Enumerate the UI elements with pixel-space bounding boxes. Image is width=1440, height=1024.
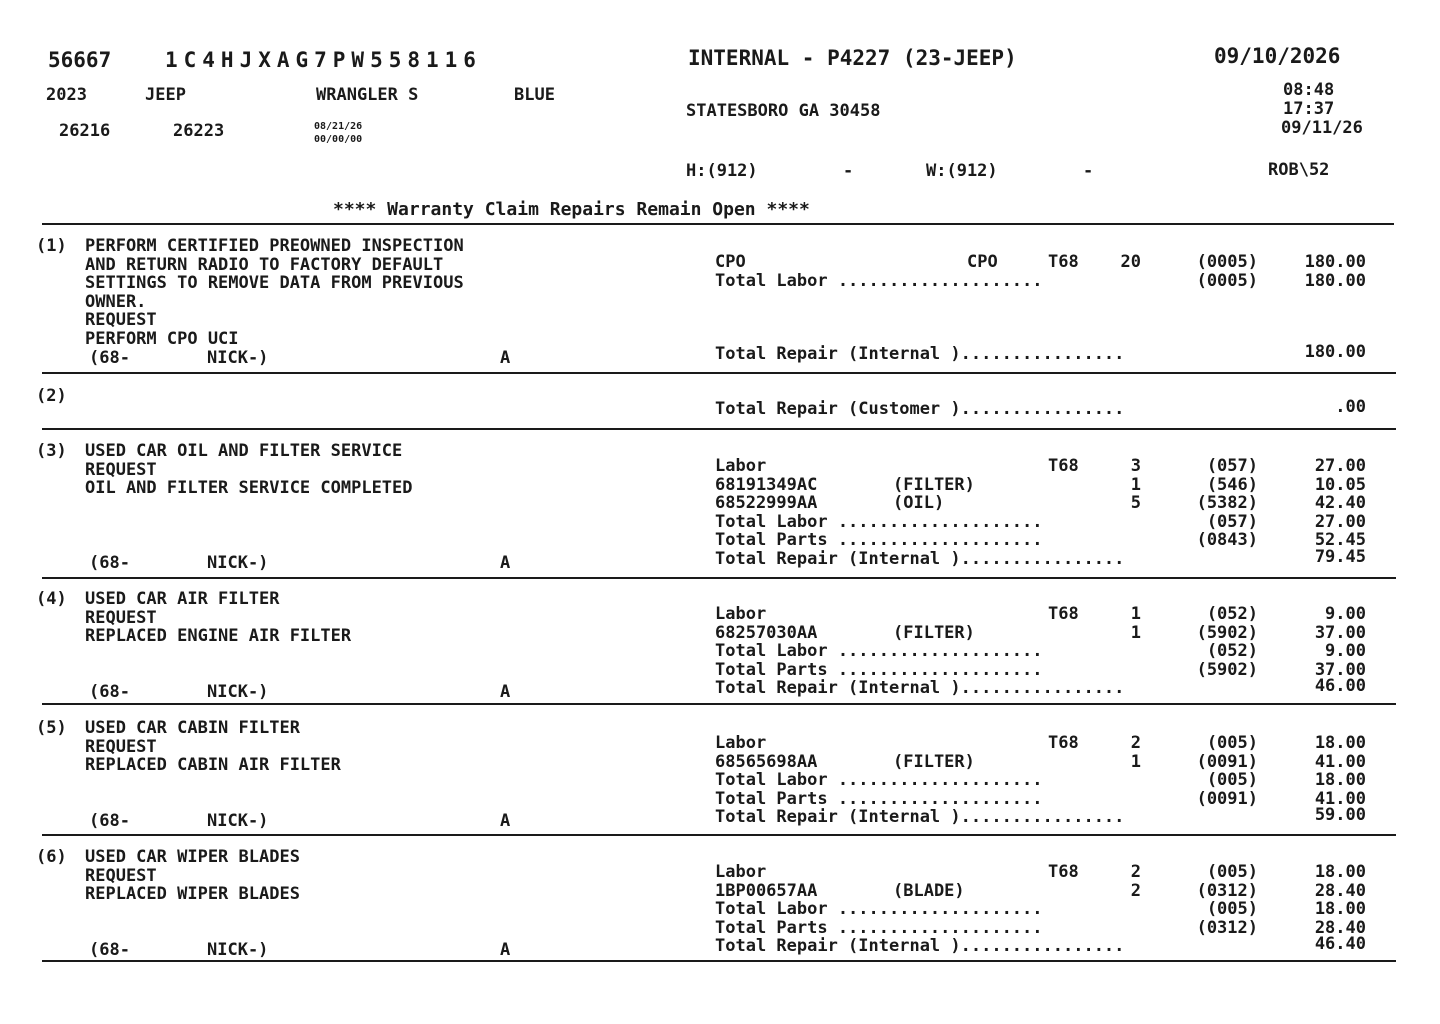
tech-name: NICK-) xyxy=(207,682,269,702)
warranty-banner: **** Warranty Claim Repairs Remain Open **** xyxy=(333,199,810,220)
detail-amount: 27.00 xyxy=(1314,456,1366,476)
detail-code: (052) xyxy=(1206,604,1258,624)
line-number: (1) xyxy=(36,236,67,256)
detail-amount: 27.00 xyxy=(1314,511,1366,532)
detail-quantity: 1 xyxy=(1130,604,1141,624)
description-line: REQUEST xyxy=(85,459,157,480)
total-repair-amount: .00 xyxy=(1335,397,1366,417)
detail-code: (057) xyxy=(1206,456,1258,476)
total-repair-label: Total Repair (Internal )................ xyxy=(715,549,1125,569)
city-line: STATESBORO GA 30458 xyxy=(686,101,881,121)
description-line: USED CAR OIL AND FILTER SERVICE xyxy=(85,441,403,461)
detail-quantity: 5 xyxy=(1130,493,1141,513)
vehicle-year: 2023 xyxy=(46,85,87,105)
description-line: OWNER. xyxy=(85,291,147,312)
detail-quantity: 3 xyxy=(1130,456,1141,476)
line-number: (2) xyxy=(36,386,67,406)
time-out: 17:37 xyxy=(1283,99,1335,119)
detail-quantity: 2 xyxy=(1130,733,1141,753)
detail-quantity: 20 xyxy=(1120,252,1141,272)
work-phone-dash: - xyxy=(1083,161,1094,181)
tech-code: (68- xyxy=(89,553,130,573)
detail-amount: 37.00 xyxy=(1314,622,1366,643)
total-repair-label: Total Repair (Internal )................ xyxy=(715,678,1125,698)
detail-label: Total Parts .................... xyxy=(715,788,1043,809)
detail-quantity: 2 xyxy=(1130,880,1141,901)
detail-label: Total Labor .................... xyxy=(715,899,1043,919)
date-promised: 09/11/26 xyxy=(1281,118,1363,138)
tech-name: NICK-) xyxy=(207,940,269,960)
detail-amount: 180.00 xyxy=(1304,252,1366,272)
detail-label: Total Parts .................... xyxy=(715,659,1043,680)
date-top: 09/10/2026 xyxy=(1214,44,1341,68)
detail-label: CPO xyxy=(715,252,746,272)
detail-label: 68191349AC xyxy=(715,474,818,495)
vin: 1C4HJXAG7PW558116 xyxy=(165,48,482,72)
vehicle-color: BLUE xyxy=(514,85,555,105)
detail-description: CPO xyxy=(967,252,998,272)
vehicle-make: JEEP xyxy=(145,85,186,105)
section-rule xyxy=(42,372,1396,374)
detail-code: (0005) xyxy=(1196,252,1258,272)
detail-amount: 18.00 xyxy=(1314,899,1366,919)
section-rule xyxy=(42,960,1396,962)
detail-label: Total Parts .................... xyxy=(715,530,1043,550)
detail-amount: 28.40 xyxy=(1314,917,1366,938)
detail-label: Labor xyxy=(715,604,767,624)
tech-code: (68- xyxy=(89,811,130,831)
detail-amount: 18.00 xyxy=(1314,862,1366,882)
account-line: INTERNAL - P4227 (23-JEEP) xyxy=(688,46,1017,70)
detail-code: (0091) xyxy=(1196,788,1258,809)
detail-tech: T68 xyxy=(1048,862,1079,882)
section-rule xyxy=(42,703,1396,705)
total-repair-label: Total Repair (Internal )................ xyxy=(715,807,1125,827)
detail-amount: 9.00 xyxy=(1325,641,1366,661)
description-line: AND RETURN RADIO TO FACTORY DEFAULT xyxy=(85,254,444,275)
section-rule xyxy=(42,428,1396,430)
description-line: PERFORM CERTIFIED PREOWNED INSPECTION xyxy=(85,236,464,256)
line-number: (4) xyxy=(36,589,67,609)
mileage-in: 26216 xyxy=(59,121,111,141)
detail-amount: 28.40 xyxy=(1314,880,1366,901)
small-date-1: 08/21/26 xyxy=(314,121,363,132)
detail-description: (BLADE) xyxy=(893,880,965,901)
detail-code: (005) xyxy=(1206,899,1258,919)
small-date-2: 00/00/00 xyxy=(314,134,363,145)
tech-code: (68- xyxy=(89,940,130,960)
detail-tech: T68 xyxy=(1048,733,1079,753)
description-line: REPLACED WIPER BLADES xyxy=(85,884,300,904)
line-number: (6) xyxy=(36,847,67,867)
total-repair-amount: 180.00 xyxy=(1304,342,1366,362)
description-line: SETTINGS TO REMOVE DATA FROM PREVIOUS xyxy=(85,273,464,293)
detail-label: Total Parts .................... xyxy=(715,917,1043,938)
line-status: A xyxy=(500,553,511,573)
detail-code: (052) xyxy=(1206,641,1258,661)
detail-description: (FILTER) xyxy=(893,751,975,772)
detail-amount: 180.00 xyxy=(1304,270,1366,291)
total-repair-amount: 46.00 xyxy=(1314,676,1366,696)
tech-name: NICK-) xyxy=(207,811,269,831)
advisor-code: ROB\52 xyxy=(1268,160,1330,180)
detail-code: (0312) xyxy=(1196,880,1258,901)
vehicle-model: WRANGLER S xyxy=(316,85,419,105)
detail-quantity: 1 xyxy=(1130,474,1141,495)
work-phone: W:(912) xyxy=(926,161,998,181)
detail-amount: 41.00 xyxy=(1314,788,1366,809)
description-line: REQUEST xyxy=(85,865,157,886)
detail-quantity: 2 xyxy=(1130,862,1141,882)
tech-code: (68- xyxy=(89,682,130,702)
description-line: OIL AND FILTER SERVICE COMPLETED xyxy=(85,478,413,498)
detail-code: (5902) xyxy=(1196,622,1258,643)
detail-label: Labor xyxy=(715,862,767,882)
line-status: A xyxy=(500,811,511,831)
detail-code: (057) xyxy=(1206,511,1258,532)
line-status: A xyxy=(500,348,511,368)
line-status: A xyxy=(500,940,511,960)
line-number: (3) xyxy=(36,441,67,461)
detail-description: (FILTER) xyxy=(893,622,975,643)
description-line: USED CAR CABIN FILTER xyxy=(85,718,300,738)
description-line: USED CAR WIPER BLADES xyxy=(85,847,300,867)
detail-label: 1BP00657AA xyxy=(715,880,818,901)
detail-quantity: 1 xyxy=(1130,622,1141,643)
detail-label: Total Labor .................... xyxy=(715,511,1043,532)
detail-tech: T68 xyxy=(1048,456,1079,476)
description-line: USED CAR AIR FILTER xyxy=(85,589,280,609)
total-repair-amount: 59.00 xyxy=(1314,805,1366,825)
detail-description: (OIL) xyxy=(893,493,945,513)
detail-code: (0312) xyxy=(1196,917,1258,938)
total-repair-amount: 79.45 xyxy=(1314,547,1366,567)
detail-amount: 18.00 xyxy=(1314,770,1366,790)
detail-label: Labor xyxy=(715,733,767,753)
detail-code: (005) xyxy=(1206,733,1258,753)
total-repair-label: Total Repair (Internal )................ xyxy=(715,344,1125,364)
total-repair-label: Total Repair (Internal )................ xyxy=(715,936,1125,956)
detail-tech: T68 xyxy=(1048,604,1079,624)
detail-code: (005) xyxy=(1206,770,1258,790)
description-line: REQUEST xyxy=(85,310,157,330)
tech-name: NICK-) xyxy=(207,348,269,368)
home-phone-dash: - xyxy=(843,161,854,181)
description-line: PERFORM CPO UCI xyxy=(85,328,239,349)
detail-code: (546) xyxy=(1206,474,1258,495)
detail-label: 68522999AA xyxy=(715,493,818,513)
detail-tech: T68 xyxy=(1048,252,1079,272)
detail-amount: 10.05 xyxy=(1314,474,1366,495)
detail-code: (0091) xyxy=(1196,751,1258,772)
detail-label: 68565698AA xyxy=(715,751,818,772)
detail-label: Total Labor .................... xyxy=(715,641,1043,661)
description-line: REQUEST xyxy=(85,736,157,757)
detail-description: (FILTER) xyxy=(893,474,975,495)
detail-code: (0843) xyxy=(1196,530,1258,550)
detail-amount: 41.00 xyxy=(1314,751,1366,772)
tech-name: NICK-) xyxy=(207,553,269,573)
time-in: 08:48 xyxy=(1283,80,1335,100)
description-line: REQUEST xyxy=(85,607,157,628)
detail-code: (5382) xyxy=(1196,493,1258,513)
total-repair-amount: 46.40 xyxy=(1314,934,1366,954)
mileage-out: 26223 xyxy=(173,121,225,141)
section-rule xyxy=(42,834,1396,836)
detail-quantity: 1 xyxy=(1130,751,1141,772)
ro-number: 56667 xyxy=(48,48,112,72)
detail-amount: 52.45 xyxy=(1314,530,1366,550)
tech-code: (68- xyxy=(89,348,130,368)
detail-amount: 42.40 xyxy=(1314,493,1366,513)
total-repair-label: Total Repair (Customer )................ xyxy=(715,399,1125,419)
detail-amount: 9.00 xyxy=(1325,604,1366,624)
detail-amount: 18.00 xyxy=(1314,733,1366,753)
detail-label: Total Labor .................... xyxy=(715,270,1043,291)
home-phone: H:(912) xyxy=(686,161,758,181)
banner-rule xyxy=(42,223,1394,225)
detail-label: Labor xyxy=(715,456,767,476)
detail-code: (5902) xyxy=(1196,659,1258,680)
description-line: REPLACED ENGINE AIR FILTER xyxy=(85,626,352,646)
detail-label: Total Labor .................... xyxy=(715,770,1043,790)
detail-code: (005) xyxy=(1206,862,1258,882)
section-rule xyxy=(42,577,1396,579)
description-line: REPLACED CABIN AIR FILTER xyxy=(85,755,341,775)
line-status: A xyxy=(500,682,511,702)
line-number: (5) xyxy=(36,718,67,738)
detail-amount: 37.00 xyxy=(1314,659,1366,680)
detail-label: 68257030AA xyxy=(715,622,818,643)
detail-code: (0005) xyxy=(1196,270,1258,291)
